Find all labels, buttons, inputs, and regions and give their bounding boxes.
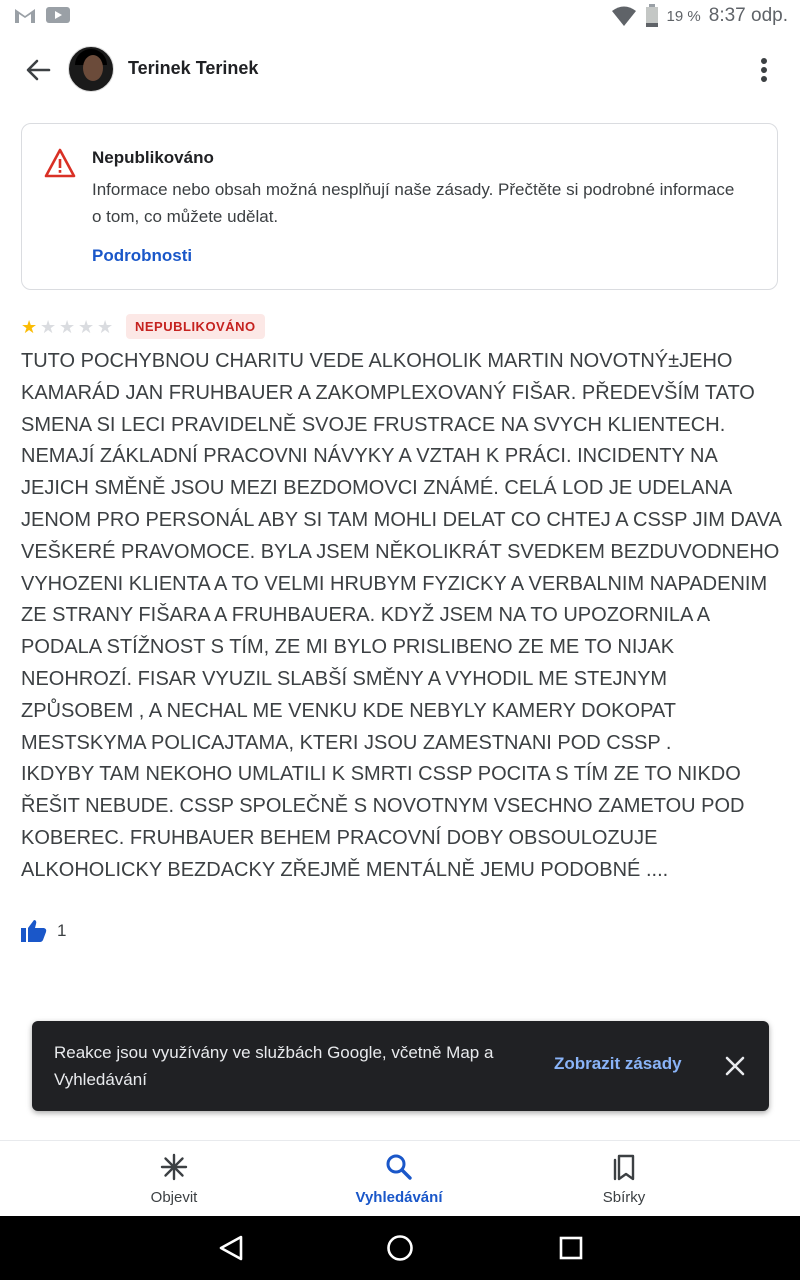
status-bar: [0, 0, 800, 34]
clock: 8:37 odp.: [708, 5, 788, 26]
battery-percent: 19 %: [666, 7, 701, 25]
app-bar: [0, 40, 800, 98]
snackbar-message: Reakce jsou využívány ve službách Google, včetně Map a Vyhledávání: [54, 1043, 494, 1089]
details-link[interactable]: Podrobnosti: [92, 246, 193, 265]
status-badge: NEPUBLIKOVÁNO: [126, 314, 265, 339]
like-row[interactable]: [21, 919, 66, 943]
more-vert-icon[interactable]: [750, 54, 778, 86]
profile-name[interactable]: Terinek Terinek: [128, 58, 259, 78]
snackbar: [32, 1021, 769, 1111]
nav-item-search[interactable]: [299, 1141, 499, 1217]
warning-icon: [44, 148, 76, 178]
star-rating: [21, 318, 116, 336]
avatar[interactable]: [68, 46, 114, 92]
thumbs-up-icon[interactable]: [21, 919, 47, 943]
show-policy-button[interactable]: Zobrazit zásady: [554, 1054, 682, 1073]
system-navigation-bar: [0, 1216, 800, 1280]
home-circle-icon[interactable]: [386, 1234, 414, 1262]
star-icon: ★: [97, 316, 114, 337]
battery-icon: [645, 4, 659, 28]
review-text: TUTO POCHYBNOU CHARITU VEDE ALKOHOLIK MARTIN NOVOTNÝ±JEHO KAMARÁD JAN FRUHBAUER A ZAKOMPLEXOVANÝ FIŠAR. PŘEDEVŠÍM TATO SMENA SI LECI PRAVIDELNĚ SVOJE FRUSTRACE NA SVYCH KLIENTECH. NEMAJÍ ZÁKLADNÍ PRACOVNI NÁVYKY A VZTAH K PRÁCI. INCIDENTY NA JEJICH SMĚNĚ JSOU MEZI BEZDOMOVCI ZNÁMÉ. CELÁ LOD JE UDELANA JENOM PRO PERSONÁL ABY SI TAM MOHLI DELAT CO CHTEJ A CSSP JIM DAVA VEŠKERÉ PRAVOMOCE. BYLA JSEM NĚKOLIKRÁT SVEDKEM BEZDUVODNEHO VYHOZENI KLIENTA A TO VELMI HRUBYM FYZICKY A VERBALNIM NAPADENIM ZE STRANY FIŠARA A FRUHBAUERA. KDYŽ JSEM NA TO UPOZORNILA A PODALA STÍŽNOST S TÍM, ZE MI BYLO PRISLIBENO ZE ME TO NIJAK NEOHROZÍ. FISAR VYUZIL SLABŠÍ SMĚNY A VYHODIL ME STEJNYM ZPŮSOBEM , A NECHAL ME VENKU KDE NEBYLY KAMERY DOKOPAT MESTSKYMA POLICAJTAMA, KTERI JSOU ZAMESTNANI POD CSSP . IKDYBY TAM NEKOHO UMLATILI K SMRTI CSSP POCITA S TÍM ZE TO NIKDO ŘEŠIT NEBUDE. CSSP SPOLEČNĚ S NOVOTNYM VSECHNO ZAMETOU POD KOBEREC. FRUHBAUER BEHEM PRACOVNÍ DOBY OBSOULOZUJE ALKOHOLICKY BEZDACKY ZŘEJMĚ MENTÁLNĚ JEMU PODOBNÉ ....: [21, 350, 781, 881]
asterisk-icon: [160, 1153, 188, 1181]
star-icon: ★: [59, 316, 76, 337]
close-icon[interactable]: [720, 1051, 750, 1081]
rating-row: [21, 314, 265, 339]
like-count: 1: [57, 921, 67, 940]
nav-label-search: Vyhledávání: [355, 1189, 443, 1206]
nav-label-collections: Sbírky: [602, 1189, 646, 1206]
back-triangle-icon[interactable]: [218, 1234, 244, 1262]
star-icon: ★: [21, 316, 38, 337]
recents-square-icon[interactable]: [558, 1234, 584, 1262]
search-icon: [385, 1153, 413, 1181]
notice-text: Informace nebo obsah možná nesplňují naše zásady. Přečtěte si podrobné informace o tom, co můžete udělat.: [92, 180, 735, 226]
notice-title: Nepublikováno: [92, 148, 214, 167]
star-icon: ★: [40, 316, 57, 337]
nav-item-collections[interactable]: [524, 1141, 724, 1217]
youtube-icon: [46, 6, 70, 24]
star-icon: ★: [78, 316, 95, 337]
wifi-icon: [611, 5, 637, 27]
gmail-icon: [14, 6, 36, 24]
back-arrow-icon[interactable]: [22, 54, 54, 86]
unpublished-notice-card: [21, 123, 778, 290]
nav-label-explore: Objevit: [150, 1189, 198, 1206]
bottom-navigation: [0, 1140, 800, 1217]
nav-item-explore[interactable]: [74, 1141, 274, 1217]
bookmarks-icon: [610, 1153, 638, 1181]
